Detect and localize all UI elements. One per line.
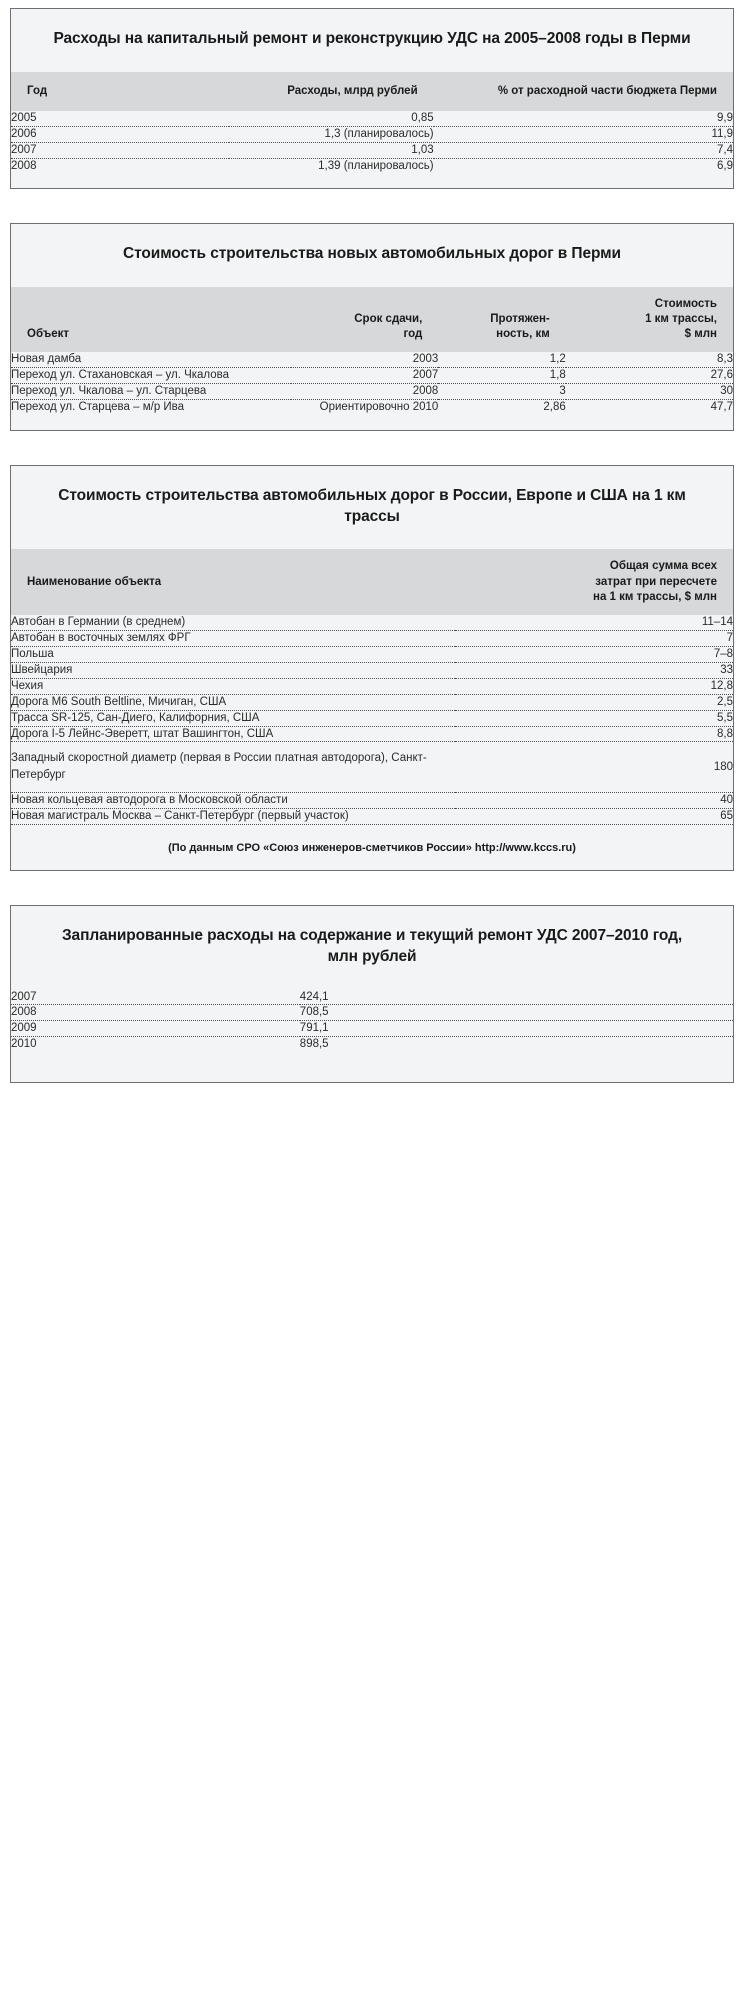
- cell-total-cost: 65: [455, 808, 733, 823]
- cell-object: Переход ул. Старцева – м/р Ива: [11, 400, 291, 416]
- cell-object-name: Автобан в восточных землях ФРГ: [11, 630, 455, 646]
- cell-object-name: Западный скоростной диаметр (первая в России платная автодорога), Санкт-Петербург: [11, 742, 455, 792]
- cell-percent: 11,9: [434, 127, 733, 143]
- table-header: [11, 287, 733, 353]
- source-footnote: (По данным СРО «Союз инженеров-сметчиков России» http://www.kccs.ru): [11, 824, 733, 870]
- table-card-roads-russia-europe-usa: [10, 465, 734, 871]
- cell-percent: 6,9: [434, 158, 733, 173]
- card-bottom-padding: [11, 174, 733, 188]
- header-line: 1 км трассы,: [645, 312, 717, 325]
- cell-object-name: Чехия: [11, 678, 455, 694]
- cell-total-cost: 11–14: [455, 615, 733, 630]
- cell-length: 2,86: [438, 400, 565, 416]
- cell-deadline: 2007: [291, 368, 438, 384]
- cell-expense: 0,85: [229, 111, 434, 126]
- cell-year: 2008: [11, 1005, 300, 1021]
- cell-year: 2007: [11, 142, 229, 158]
- cell-deadline: Ориентировочно 2010: [291, 400, 438, 416]
- header-line: $ млн: [684, 328, 717, 341]
- header-line: на 1 км трассы, $ млн: [593, 590, 717, 603]
- cell-deadline: 2003: [291, 352, 438, 367]
- cell-year: 2007: [11, 990, 300, 1005]
- cell-year: 2005: [11, 111, 229, 126]
- table-title: Запланированные расходы на содержание и текущий ремонт УДС 2007–2010 год, млн рублей: [61, 926, 683, 965]
- roads-comparison-table: [11, 549, 733, 823]
- table-row: [11, 792, 733, 808]
- cell-deadline: 2008: [291, 384, 438, 400]
- column-header-expense: Расходы, млрд рублей: [229, 72, 434, 111]
- column-header-length: [438, 287, 565, 353]
- cell-amount: 898,5: [300, 1037, 733, 1052]
- cell-total-cost: 40: [455, 792, 733, 808]
- table-body: [11, 615, 733, 824]
- cell-total-cost: 12,8: [455, 678, 733, 694]
- cell-object-name: Дорога I-5 Лейнс-Эверетт, штат Вашингтон, США: [11, 726, 455, 742]
- cell-percent: 7,4: [434, 142, 733, 158]
- table-row: [11, 726, 733, 742]
- table-row: [11, 400, 733, 416]
- cell-total-cost: 2,5: [455, 694, 733, 710]
- column-header-total-cost: [455, 549, 733, 615]
- header-row: [11, 287, 733, 353]
- cell-total-cost: 8,8: [455, 726, 733, 742]
- cell-length: 1,2: [438, 352, 565, 367]
- cell-year: 2006: [11, 127, 229, 143]
- table-row: [11, 158, 733, 173]
- table-card-new-roads-perm: [10, 223, 734, 431]
- cell-object: Переход ул. Чкалова – ул. Старцева: [11, 384, 291, 400]
- cell-cost: 27,6: [566, 368, 733, 384]
- header-line: Общая сумма всех: [609, 560, 717, 573]
- table-row: [11, 352, 733, 367]
- cell-expense: 1,3 (планировалось): [229, 127, 434, 143]
- table-row: [11, 678, 733, 694]
- header-line: Срок сдачи,: [354, 312, 423, 325]
- table-header: [11, 549, 733, 615]
- table-row: [11, 990, 733, 1005]
- table-title: Стоимость строительства новых автомобильных дорог в Перми: [123, 244, 621, 262]
- cell-cost: 47,7: [566, 400, 733, 416]
- table-title: Расходы на капитальный ремонт и реконструкцию УДС на 2005–2008 годы в Перми: [53, 30, 691, 47]
- cell-total-cost: 5,5: [455, 710, 733, 726]
- header-line: Объект: [27, 328, 70, 341]
- table-body: [11, 352, 733, 415]
- card-bottom-padding: [11, 416, 733, 430]
- cell-total-cost: 33: [455, 662, 733, 678]
- table-row: [11, 111, 733, 126]
- cell-object: Новая дамба: [11, 352, 291, 367]
- cell-year: 2009: [11, 1021, 300, 1037]
- table-row: [11, 710, 733, 726]
- header-line: затрат при пересчете: [595, 575, 717, 588]
- table-body: [11, 990, 733, 1053]
- cell-length: 3: [438, 384, 565, 400]
- table-card-capital-repair: [10, 8, 734, 189]
- column-header-object: [11, 287, 291, 353]
- card-bottom-padding: [11, 1052, 733, 1082]
- table-row: [11, 630, 733, 646]
- cell-percent: 9,9: [434, 111, 733, 126]
- column-header-percent: % от расходной части бюджета Перми: [434, 72, 733, 111]
- column-header-year: Год: [11, 72, 229, 111]
- cell-object-name: Швейцария: [11, 662, 455, 678]
- header-line: Наименование объекта: [27, 575, 162, 588]
- header-line: ность, км: [496, 328, 550, 341]
- header-line: Протяжен-: [490, 312, 550, 325]
- table-body: [11, 111, 733, 174]
- cell-object-name: Новая кольцевая автодорога в Московской области: [11, 792, 455, 808]
- table-row: [11, 646, 733, 662]
- table-row: [11, 808, 733, 823]
- table-row: [11, 662, 733, 678]
- cell-object-name: Автобан в Германии (в среднем): [11, 615, 455, 630]
- table-row: [11, 615, 733, 630]
- table-card-maintenance-planned: [10, 905, 734, 1084]
- cell-total-cost: 7–8: [455, 646, 733, 662]
- header-row: [11, 549, 733, 615]
- cell-object-name: Дорога M6 South Beltline, Мичиган, США: [11, 694, 455, 710]
- cell-expense: 1,39 (планировалось): [229, 158, 434, 173]
- cell-cost: 30: [566, 384, 733, 400]
- table-header: [11, 72, 733, 111]
- table-row: [11, 127, 733, 143]
- cell-cost: 8,3: [566, 352, 733, 367]
- new-roads-perm-table: [11, 287, 733, 416]
- cell-length: 1,8: [438, 368, 565, 384]
- table-row: [11, 1021, 733, 1037]
- cell-total-cost: 180: [455, 742, 733, 792]
- table-row: [11, 384, 733, 400]
- cell-amount: 424,1: [300, 990, 733, 1005]
- cell-object-name: Новая магистраль Москва – Санкт-Петербург (первый участок): [11, 808, 455, 823]
- cell-object: Переход ул. Стахановская – ул. Чкалова: [11, 368, 291, 384]
- cell-year: 2010: [11, 1037, 300, 1052]
- table-title: Стоимость строительства автомобильных дорог в России, Европе и США на 1 км трассы: [58, 486, 686, 525]
- header-row: [11, 72, 733, 111]
- cell-object-name: Польша: [11, 646, 455, 662]
- table-row: [11, 1037, 733, 1052]
- table-row: [11, 368, 733, 384]
- cell-object-name: Трасса SR-125, Сан-Диего, Калифорния, США: [11, 710, 455, 726]
- cell-amount: 708,5: [300, 1005, 733, 1021]
- cell-expense: 1,03: [229, 142, 434, 158]
- cell-year: 2008: [11, 158, 229, 173]
- column-header-object-name: [11, 549, 455, 615]
- table-row: [11, 142, 733, 158]
- header-line: год: [403, 328, 423, 341]
- cell-amount: 791,1: [300, 1021, 733, 1037]
- column-header-deadline: [291, 287, 438, 353]
- table-row: [11, 694, 733, 710]
- cell-total-cost: 7: [455, 630, 733, 646]
- table-row: [11, 1005, 733, 1021]
- maintenance-planned-table: [11, 990, 733, 1053]
- header-line: Стоимость: [654, 297, 717, 310]
- table-row: [11, 742, 733, 792]
- capital-repair-table: [11, 72, 733, 174]
- column-header-cost: [566, 287, 733, 353]
